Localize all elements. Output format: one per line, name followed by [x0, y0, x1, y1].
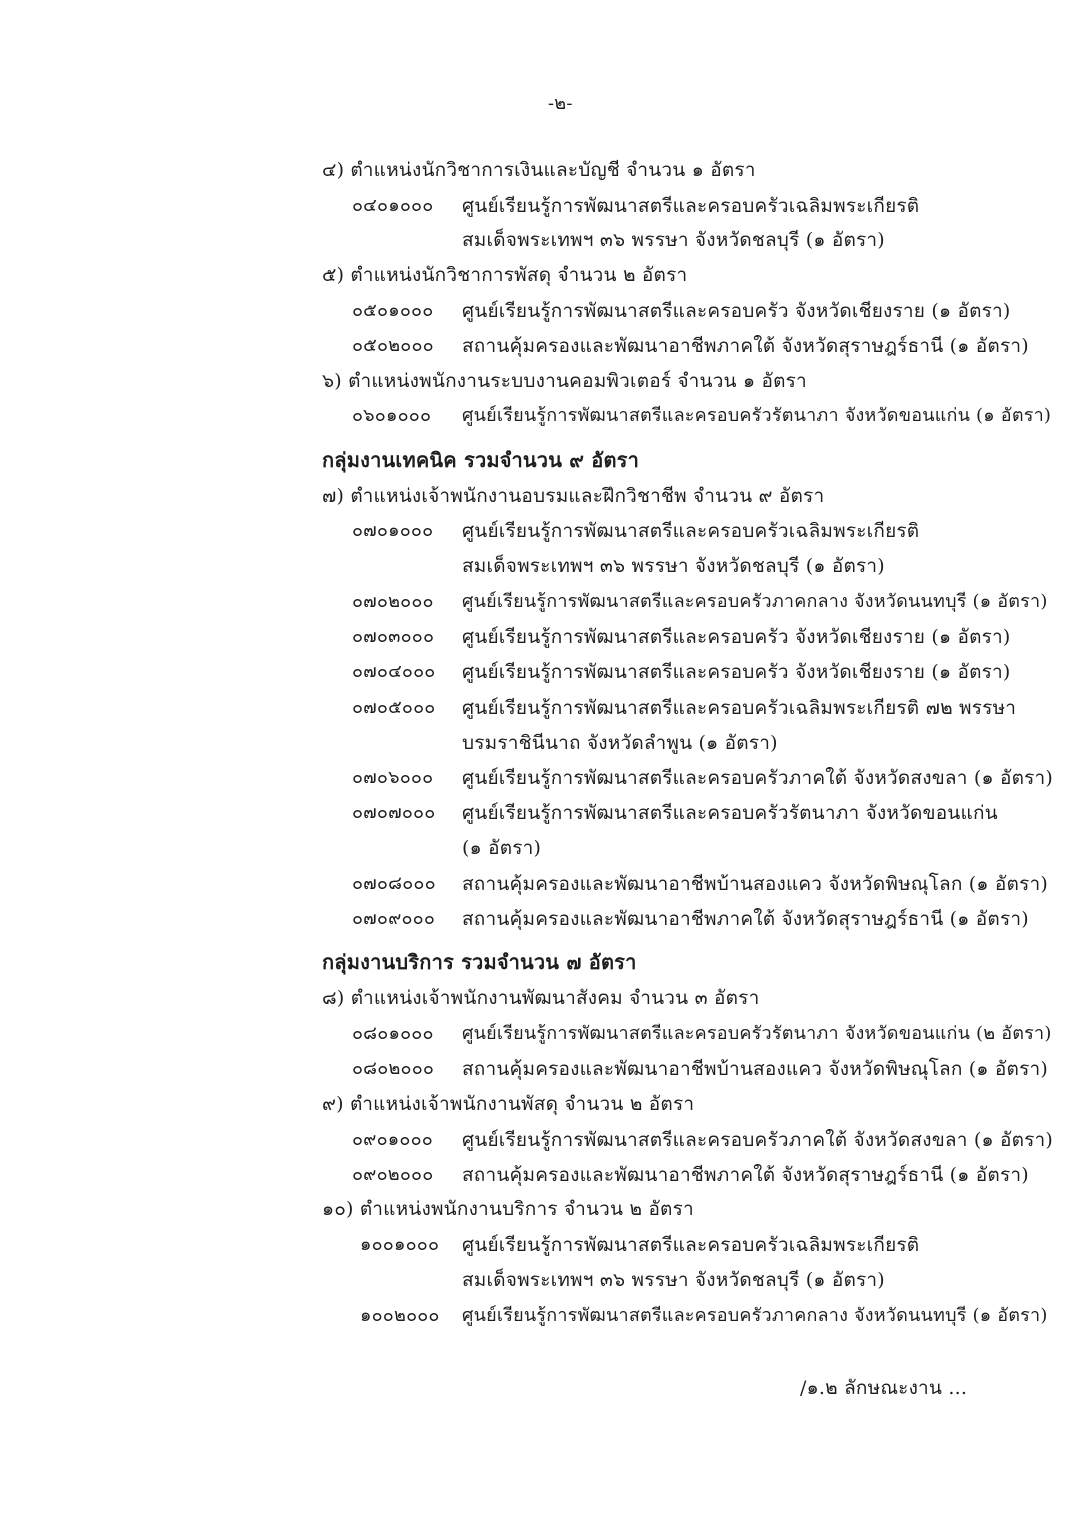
- unit-name: สถานคุ้มครองและพัฒนาอาชีพภาคใต้ จังหวัดสุราษฎร์ธานี (๑ อัตรา): [462, 335, 1029, 357]
- footer-continuation: /๑.๒ ลักษณะงาน ...: [800, 1377, 968, 1399]
- unit-name: ศูนย์เรียนรู้การพัฒนาสตรีและครอบครัวรัตนาภา จังหวัดขอนแก่น (๑ อัตรา): [462, 405, 1052, 426]
- unit-name: ศูนย์เรียนรู้การพัฒนาสตรีและครอบครัวเฉลิมพระเกียรติ: [462, 1234, 920, 1256]
- unit-name: ศูนย์เรียนรู้การพัฒนาสตรีและครอบครัว จังหวัดเชียงราย (๑ อัตรา): [462, 661, 1011, 683]
- position-title: ๖) ตำแหน่งพนักงานระบบงานคอมพิวเตอร์ จำนวน ๑ อัตรา: [322, 370, 807, 392]
- position-title: ๘) ตำแหน่งเจ้าพนักงานพัฒนาสังคม จำนวน ๓ อัตรา: [322, 987, 760, 1009]
- unit-code: ๐๗๐๑๐๐๐: [352, 520, 434, 541]
- unit-code: ๐๗๐๙๐๐๐: [352, 908, 436, 929]
- unit-name: ศูนย์เรียนรู้การพัฒนาสตรีและครอบครัวภาคใต้ จังหวัดสงขลา (๑ อัตรา): [462, 767, 1053, 789]
- unit-code: ๐๗๐๓๐๐๐: [352, 626, 435, 647]
- position-title: ๕) ตำแหน่งนักวิชาการพัสดุ จำนวน ๒ อัตรา: [322, 264, 688, 286]
- unit-code: ๑๐๐๑๐๐๐: [360, 1234, 440, 1255]
- unit-name: ศูนย์เรียนรู้การพัฒนาสตรีและครอบครัวภาคกลาง จังหวัดนนทบุรี (๑ อัตรา): [462, 591, 1048, 612]
- page-number: -๒-: [548, 93, 573, 114]
- unit-code: ๐๗๐๕๐๐๐: [352, 697, 436, 718]
- position-title: ๗) ตำแหน่งเจ้าพนักงานอบรมและฝึกวิชาชีพ จำนวน ๙ อัตรา: [322, 485, 825, 507]
- unit-code: ๐๕๐๑๐๐๐: [352, 300, 434, 321]
- unit-name: ศูนย์เรียนรู้การพัฒนาสตรีและครอบครัวภาคกลาง จังหวัดนนทบุรี (๑ อัตรา): [462, 1305, 1048, 1326]
- unit-name-continued: สมเด็จพระเทพฯ ๓๖ พรรษา จังหวัดชลบุรี (๑ อัตรา): [462, 1269, 885, 1291]
- unit-code: ๐๗๐๘๐๐๐: [352, 873, 436, 894]
- unit-code: ๐๗๐๔๐๐๐: [352, 661, 436, 682]
- unit-code: ๐๔๐๑๐๐๐: [352, 195, 434, 216]
- unit-name: สถานคุ้มครองและพัฒนาอาชีพภาคใต้ จังหวัดสุราษฎร์ธานี (๑ อัตรา): [462, 908, 1029, 930]
- unit-name: ศูนย์เรียนรู้การพัฒนาสตรีและครอบครัวรัตนาภา จังหวัดขอนแก่น: [462, 802, 998, 824]
- unit-name: ศูนย์เรียนรู้การพัฒนาสตรีและครอบครัว จังหวัดเชียงราย (๑ อัตรา): [462, 626, 1011, 648]
- unit-code: ๐๖๐๑๐๐๐: [352, 405, 432, 426]
- unit-code: ๐๕๐๒๐๐๐: [352, 335, 434, 356]
- unit-name: ศูนย์เรียนรู้การพัฒนาสตรีและครอบครัวรัตนาภา จังหวัดขอนแก่น (๒ อัตรา): [462, 1023, 1052, 1044]
- unit-code: ๐๗๐๖๐๐๐: [352, 767, 434, 788]
- position-title: ๔) ตำแหน่งนักวิชาการเงินและบัญชี จำนวน ๑ อัตรา: [322, 159, 756, 181]
- unit-code: ๐๘๐๒๐๐๐: [352, 1058, 435, 1079]
- unit-name: ศูนย์เรียนรู้การพัฒนาสตรีและครอบครัว จังหวัดเชียงราย (๑ อัตรา): [462, 300, 1011, 322]
- unit-name: ศูนย์เรียนรู้การพัฒนาสตรีและครอบครัวภาคใต้ จังหวัดสงขลา (๑ อัตรา): [462, 1129, 1053, 1151]
- unit-name: สถานคุ้มครองและพัฒนาอาชีพภาคใต้ จังหวัดสุราษฎร์ธานี (๑ อัตรา): [462, 1164, 1029, 1186]
- unit-code: ๐๗๐๒๐๐๐: [352, 591, 434, 612]
- unit-name: สถานคุ้มครองและพัฒนาอาชีพบ้านสองแคว จังหวัดพิษณุโลก (๑ อัตรา): [462, 1058, 1048, 1080]
- unit-name-continued: สมเด็จพระเทพฯ ๓๖ พรรษา จังหวัดชลบุรี (๑ อัตรา): [462, 229, 885, 251]
- unit-code: ๐๘๐๑๐๐๐: [352, 1023, 434, 1044]
- unit-name: สถานคุ้มครองและพัฒนาอาชีพบ้านสองแคว จังหวัดพิษณุโลก (๑ อัตรา): [462, 873, 1048, 895]
- unit-code: ๐๙๐๑๐๐๐: [352, 1129, 433, 1150]
- unit-name: ศูนย์เรียนรู้การพัฒนาสตรีและครอบครัวเฉลิมพระเกียรติ: [462, 195, 920, 217]
- unit-name: ศูนย์เรียนรู้การพัฒนาสตรีและครอบครัวเฉลิมพระเกียรติ: [462, 520, 920, 542]
- unit-name: ศูนย์เรียนรู้การพัฒนาสตรีและครอบครัวเฉลิมพระเกียรติ ๗๒ พรรษา: [462, 697, 1017, 719]
- unit-code: ๐๗๐๗๐๐๐: [352, 802, 436, 823]
- unit-name-continued: สมเด็จพระเทพฯ ๓๖ พรรษา จังหวัดชลบุรี (๑ อัตรา): [462, 555, 885, 577]
- group-heading-technical: กลุ่มงานเทคนิค รวมจำนวน ๙ อัตรา: [322, 448, 640, 472]
- unit-name-continued: บรมราชินีนาถ จังหวัดลำพูน (๑ อัตรา): [462, 732, 778, 754]
- position-title: ๑๐) ตำแหน่งพนักงานบริการ จำนวน ๒ อัตรา: [322, 1198, 694, 1220]
- unit-name-continued: (๑ อัตรา): [462, 837, 542, 859]
- group-heading-service: กลุ่มงานบริการ รวมจำนวน ๗ อัตรา: [322, 950, 637, 974]
- position-title: ๙) ตำแหน่งเจ้าพนักงานพัสดุ จำนวน ๒ อัตรา: [322, 1093, 695, 1115]
- unit-code: ๑๐๐๒๐๐๐: [360, 1305, 440, 1326]
- unit-code: ๐๙๐๒๐๐๐: [352, 1164, 434, 1185]
